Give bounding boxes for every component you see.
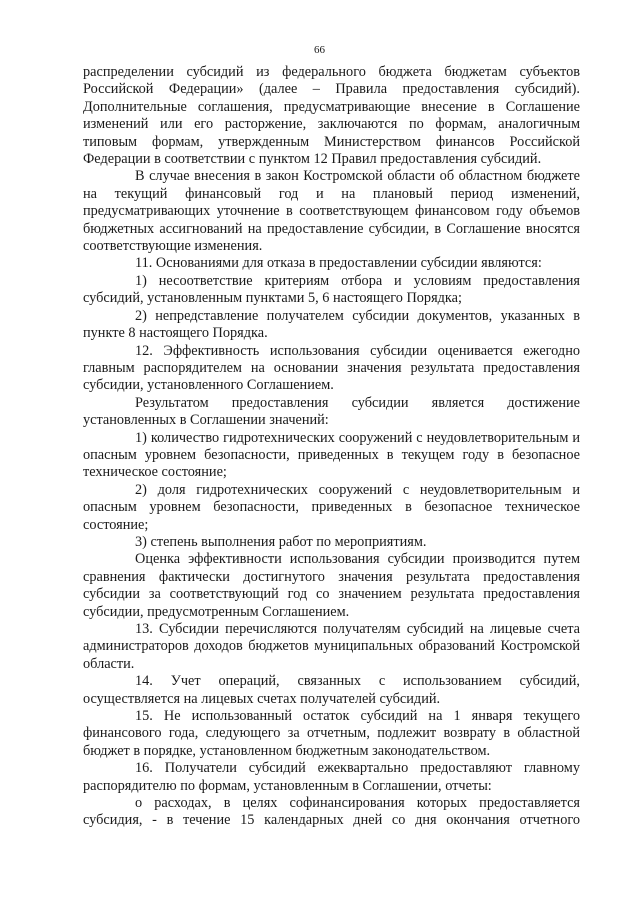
- paragraph-15-return: 15. Не использованный остаток субсидий на 1 января текущего финансового года, следующего за отчетным, подлежит возврату в областной бюджет в порядке, установленном бюджетным законодательством.: [83, 708, 580, 759]
- paragraph-12-efficiency: 12. Эффективность использования субсидии оценивается ежегодно главным распорядителем на основании значения результата предоставления субсидии, установленного Соглашением.: [83, 342, 580, 394]
- paragraph-11-item-2: 2) непредставление получателем субсидии документов, указанных в пункте 8 настоящего Порядка.: [83, 307, 580, 342]
- paragraph-13-transfer: 13. Субсидии перечисляются получателям субсидий на лицевые счета администраторов доходов бюджетов муниципальных образований Костромской области.: [83, 621, 580, 672]
- document-body: [83, 64, 580, 830]
- paragraph-budget-law-changes: В случае внесения в закон Костромской области об областном бюджете на текущий финансовый год и на плановый период изменений, предусматривающих уточнение в соответствующем финансовом году объемов бюджетных ассигнований на предоставление субсидии, в Соглашение вносятся соответствующие изменения.: [83, 168, 580, 255]
- paragraph-12-result: Результатом предоставления субсидии является достижение установленных в Соглашении значений:: [83, 394, 580, 429]
- paragraph-16-reports: 16. Получатели субсидий ежеквартально предоставляют главному распорядителю по формам, установленным в Соглашении, отчеты:: [83, 760, 580, 794]
- paragraph-12-item-1: 1) количество гидротехнических сооружений с неудовлетворительным и опасным уровнем безопасности, приведенных в текущем году в безопасное техническое состояние;: [83, 429, 580, 481]
- paragraph-rules-continuation: распределении субсидий из федерального бюджета бюджетам субъектов Российской Федерации» (далее – Правила предоставления субсидий). Дополнительные соглашения, предусматривающие внесение в Соглашение изменений или его расторжение, заключаются по формам, аналогичным типовым формам, утвержденным Министерством финансов Российской Федерации в соответствии с пунктом 12 Правил предоставления субсидий.: [83, 64, 580, 168]
- paragraph-12-item-2: 2) доля гидротехнических сооружений с неудовлетворительным и опасным уровнем безопасности, приведенных в безопасное техническое состояние;: [83, 481, 580, 533]
- paragraph-11-refusal-grounds: 11. Основаниями для отказа в предоставлении субсидии являются:: [135, 255, 542, 272]
- paragraph-12-item-3: 3) степень выполнения работ по мероприятиям.: [135, 533, 427, 550]
- paragraph-16-expenses: о расходах, в целях софинансирования которых предоставляется субсидия, - в течение 15 календарных дней со дня окончания отчетного: [83, 795, 580, 829]
- paragraph-12-evaluation: Оценка эффективности использования субсидии производится путем сравнения фактически достигнутого значения результата предоставления субсидии за соответствующий год со значением результата предоставления субсидии, предусмотренным Соглашением.: [83, 551, 580, 620]
- paragraph-14-accounting: 14. Учет операций, связанных с использованием субсидий, осуществляется на лицевых счетах получателей субсидий.: [83, 673, 580, 707]
- page-number: 66: [314, 44, 325, 56]
- paragraph-11-item-1: 1) несоответствие критериям отбора и условиям предоставления субсидий, установленным пунктами 5, 6 настоящего Порядка;: [83, 272, 580, 307]
